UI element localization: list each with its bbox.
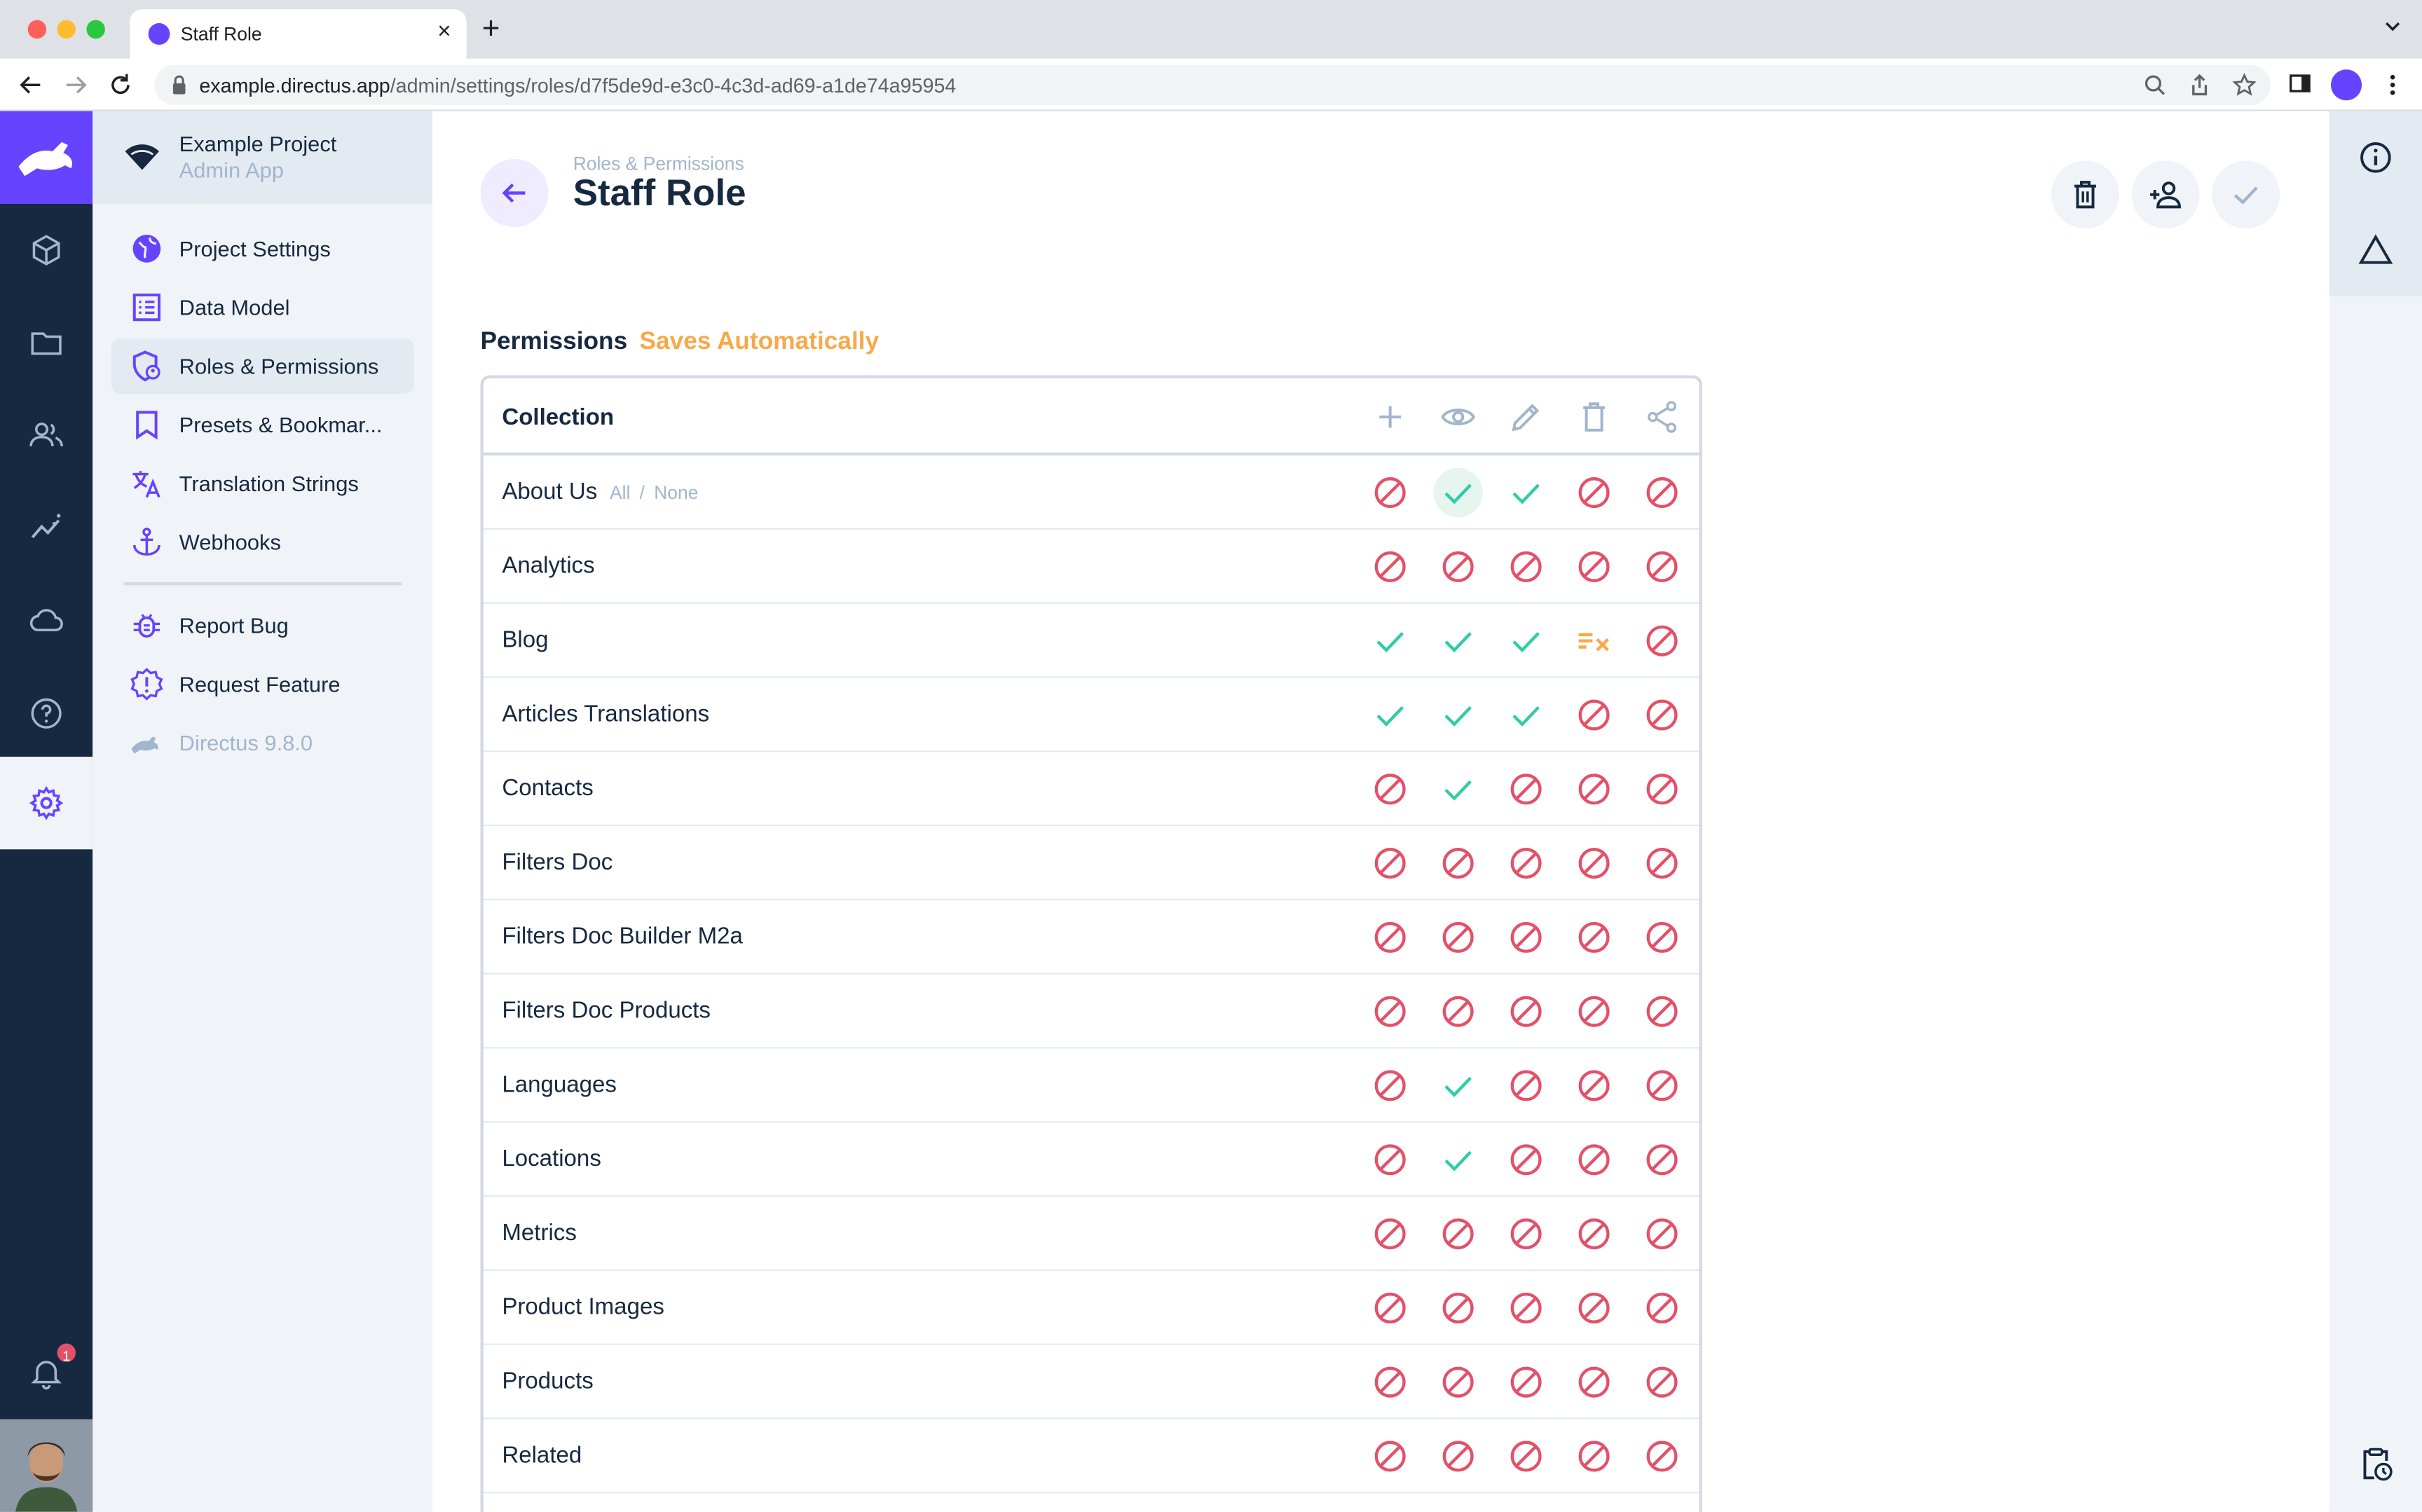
bookmark-star-icon[interactable] (2232, 73, 2257, 97)
block-icon (1575, 548, 1613, 585)
permission-toggle-delete[interactable] (1575, 1438, 1613, 1475)
permission-toggle-read[interactable] (1439, 771, 1477, 808)
collection-name (502, 1072, 617, 1098)
block-icon (1371, 1067, 1409, 1104)
wifi-project-icon (123, 142, 160, 173)
permission-toggle-delete[interactable] (1575, 548, 1613, 585)
user-avatar[interactable] (0, 1420, 93, 1512)
cloud-icon[interactable] (28, 603, 65, 640)
collection-name-text: Related (502, 1442, 582, 1469)
permissions-label: Permissions (480, 329, 628, 355)
block-icon (1507, 1141, 1545, 1178)
table-row (484, 455, 1699, 530)
nav-item-roles-permissions[interactable] (111, 338, 414, 394)
anchor-icon (130, 525, 163, 558)
share-icon (1643, 399, 1681, 436)
block-icon (1643, 1141, 1681, 1178)
block-icon (1439, 548, 1477, 585)
content-cube-icon[interactable] (28, 232, 65, 269)
check-icon (1507, 622, 1545, 659)
directus-favicon-icon (149, 23, 170, 45)
collection-name-text: Articles Translations (502, 701, 710, 728)
permission-toggle-update[interactable] (1507, 1363, 1545, 1401)
block-icon (1575, 771, 1613, 808)
tab-search-chevron-icon[interactable] (2382, 15, 2404, 37)
block-icon (1643, 1438, 1681, 1475)
table-row (484, 678, 1699, 752)
block-icon (1575, 845, 1613, 882)
permission-toggle-share[interactable] (1643, 1216, 1681, 1253)
lock-icon (170, 74, 188, 96)
zoom-icon[interactable] (2142, 73, 2167, 97)
help-icon[interactable] (28, 695, 65, 732)
check-icon (2229, 177, 2262, 211)
block-icon (1371, 845, 1409, 882)
block-icon (1643, 1216, 1681, 1253)
list-alt-icon (130, 290, 163, 324)
collection-name-text: Metrics (502, 1220, 577, 1246)
collection-name-text: Analytics (502, 553, 595, 579)
check-icon (1439, 1141, 1477, 1178)
check-icon (1439, 696, 1477, 734)
block-icon (1507, 993, 1545, 1030)
delete-role-button[interactable] (2051, 160, 2119, 228)
block-icon (1371, 1438, 1409, 1475)
check-icon (1507, 696, 1545, 734)
translate-icon (130, 467, 163, 500)
table-row (484, 1049, 1699, 1123)
person-add-icon (2149, 177, 2182, 211)
block-icon (1643, 919, 1681, 956)
browser-toolbar (0, 59, 2422, 111)
block-icon (1371, 474, 1409, 511)
block-icon (1575, 1216, 1613, 1253)
block-icon (1439, 1289, 1477, 1326)
window-close-button[interactable] (28, 20, 46, 39)
block-icon (1439, 1216, 1477, 1253)
clipboard-clock-icon[interactable] (2357, 1445, 2394, 1483)
permission-toggle-read[interactable] (1439, 1363, 1477, 1401)
permission-toggle-update[interactable] (1507, 919, 1545, 956)
block-icon (1371, 1289, 1409, 1326)
block-icon (1575, 1141, 1613, 1178)
breadcrumb[interactable]: Roles & Permissions (573, 153, 744, 175)
users-icon[interactable] (28, 417, 65, 454)
permission-toggle-update[interactable] (1507, 771, 1545, 808)
profile-avatar-icon[interactable] (2331, 69, 2362, 100)
collection-name (502, 998, 711, 1024)
permission-toggle-delete[interactable] (1575, 993, 1613, 1030)
collection-name-text: Filters Doc Products (502, 997, 711, 1024)
side-panel-icon[interactable] (2287, 71, 2312, 95)
nav-item-report-bug[interactable] (111, 598, 414, 653)
collection-name (502, 1220, 577, 1246)
permission-toggle-share[interactable] (1643, 1067, 1681, 1104)
block-icon (1643, 696, 1681, 734)
permission-toggle-delete[interactable] (1575, 1216, 1613, 1253)
block-icon (1507, 1216, 1545, 1253)
nav-item-presets-bookmarks[interactable] (111, 397, 414, 452)
table-row (484, 1122, 1699, 1197)
nav-item-request-feature[interactable] (111, 657, 414, 712)
block-icon (1371, 919, 1409, 956)
collection-name (502, 479, 698, 504)
collection-name (502, 1443, 582, 1469)
check-icon (1439, 622, 1477, 659)
collection-name (502, 849, 613, 875)
block-icon (1371, 993, 1409, 1030)
block-icon (1507, 1438, 1545, 1475)
new-tab-button[interactable]: + (481, 12, 500, 47)
permission-toggle-delete[interactable] (1575, 845, 1613, 882)
permission-toggle-create[interactable] (1371, 696, 1409, 734)
permission-toggle-delete[interactable] (1575, 622, 1613, 659)
permission-toggle-update[interactable] (1507, 622, 1545, 659)
settings-gear-icon (28, 785, 65, 822)
folder-icon[interactable] (28, 324, 65, 362)
permission-toggle-share[interactable] (1643, 474, 1681, 511)
permission-toggle-update[interactable] (1507, 993, 1545, 1030)
directus-app (0, 111, 2422, 1512)
permission-toggle-read[interactable] (1439, 845, 1477, 882)
permission-toggle-share[interactable] (1643, 1363, 1681, 1401)
add-icon (1371, 399, 1409, 436)
url-path: /admin/settings/roles/d7f5de9d-e3c0-4c3d-ad69-a1de74a95954 (390, 74, 957, 97)
permission-toggle-create[interactable] (1371, 622, 1409, 659)
user-portrait-icon (0, 1420, 93, 1512)
permission-toggle-delete[interactable] (1575, 1067, 1613, 1104)
page-title: Staff Role (573, 172, 746, 215)
bug-icon (130, 608, 163, 642)
block-icon (1507, 1289, 1545, 1326)
collection-name-text: Filters Doc (502, 849, 613, 876)
collection-name-text: Products (502, 1368, 594, 1395)
block-icon (1575, 993, 1613, 1030)
permission-toggle-read[interactable] (1439, 474, 1477, 511)
version-label: Directus 9.8.0 (179, 730, 313, 755)
all-none-toggle (610, 482, 698, 504)
rule-custom-icon (1575, 622, 1613, 659)
collection-name-text: Blog (502, 626, 549, 654)
more-vert-icon[interactable] (2380, 71, 2404, 99)
block-icon (1371, 1216, 1409, 1253)
permission-toggle-read[interactable] (1439, 993, 1477, 1030)
invite-user-button[interactable] (2132, 160, 2200, 228)
permission-toggle-share[interactable] (1643, 771, 1681, 808)
check-icon (1507, 474, 1545, 511)
permissions-table (480, 376, 1702, 1512)
permission-toggle-update[interactable] (1507, 1289, 1545, 1326)
permission-toggle-read[interactable] (1439, 1289, 1477, 1326)
project-header[interactable] (93, 111, 432, 204)
nav-item-label: Project Settings (179, 236, 331, 261)
permission-toggle-create[interactable] (1371, 771, 1409, 808)
block-icon (1643, 1067, 1681, 1104)
nav-item-label: Report Bug (179, 613, 289, 638)
browser-tab-strip (0, 0, 2422, 59)
permission-toggle-create[interactable] (1371, 474, 1409, 511)
version-info (111, 715, 414, 770)
permission-toggle-share[interactable] (1643, 696, 1681, 734)
permission-toggle-share[interactable] (1643, 622, 1681, 659)
block-icon (1575, 1067, 1613, 1104)
info-icon[interactable] (2357, 139, 2394, 176)
block-icon (1575, 1363, 1613, 1401)
block-icon (1575, 1289, 1613, 1326)
nav-item-label: Webhooks (179, 530, 281, 555)
permission-toggle-update[interactable] (1507, 1141, 1545, 1178)
permission-toggle-update[interactable] (1507, 1067, 1545, 1104)
save-button[interactable] (2212, 160, 2280, 228)
permission-toggle-delete[interactable] (1575, 771, 1613, 808)
table-row (484, 1345, 1699, 1420)
notifications-badge: 1 (54, 1340, 78, 1365)
new-releases-icon (130, 667, 163, 701)
collection-name (502, 1368, 593, 1394)
table-row (484, 975, 1699, 1049)
block-icon (1643, 845, 1681, 882)
block-icon (1507, 771, 1545, 808)
module-bar (0, 111, 93, 1512)
share-icon[interactable] (2187, 73, 2212, 97)
main-content (432, 111, 2329, 1512)
collection-name-text: Product Images (502, 1294, 664, 1321)
collection-name (502, 775, 593, 801)
back-button[interactable] (480, 159, 548, 227)
permission-toggle-update[interactable] (1507, 548, 1545, 585)
permission-toggle-read[interactable] (1439, 696, 1477, 734)
permission-toggle-delete[interactable] (1575, 919, 1613, 956)
right-sidebar (2329, 111, 2422, 1512)
permission-toggle-update[interactable] (1507, 1438, 1545, 1475)
tab-title: Staff Role (180, 23, 262, 45)
collection-name (502, 1146, 601, 1171)
collection-name-text: Contacts (502, 775, 594, 802)
project-name: Example Project (179, 131, 337, 156)
permission-toggle-share[interactable] (1643, 993, 1681, 1030)
block-icon (1643, 1363, 1681, 1401)
warning-triangle-icon[interactable] (2357, 232, 2394, 269)
permission-toggle-update[interactable] (1507, 845, 1545, 882)
check-icon (1439, 771, 1477, 808)
permission-toggle-read[interactable] (1439, 1216, 1477, 1253)
permission-toggle-share[interactable] (1643, 548, 1681, 585)
public-icon (130, 232, 163, 266)
table-row (484, 752, 1699, 826)
block-icon (1371, 548, 1409, 585)
url-text (199, 74, 956, 97)
block-icon (1507, 919, 1545, 956)
all-none-separator: / (639, 481, 645, 504)
delete-icon (2068, 177, 2102, 211)
block-icon (1643, 622, 1681, 659)
block-icon (1643, 474, 1681, 511)
permission-toggle-read[interactable] (1439, 919, 1477, 956)
nav-item-label: Data Model (179, 294, 290, 320)
browser-tab[interactable] (130, 9, 466, 59)
table-row (484, 604, 1699, 678)
block-icon (1439, 1363, 1477, 1401)
permission-toggle-create[interactable] (1371, 1438, 1409, 1475)
block-icon (1371, 1363, 1409, 1401)
permission-toggle-create[interactable] (1371, 548, 1409, 585)
nav-item-label: Roles & Permissions (179, 353, 379, 379)
project-subtitle: Admin App (179, 157, 284, 183)
edit-icon (1507, 399, 1545, 436)
permission-toggle-create[interactable] (1371, 993, 1409, 1030)
url-domain: example.directus.app (199, 74, 390, 97)
permission-toggle-create[interactable] (1371, 1067, 1409, 1104)
collection-name-text: Languages (502, 1071, 617, 1099)
nav-item-translation-strings[interactable] (111, 455, 414, 511)
permission-toggle-share[interactable] (1643, 919, 1681, 956)
table-row (484, 1420, 1699, 1494)
permission-toggle-read[interactable] (1439, 622, 1477, 659)
forward-arrow-icon[interactable] (62, 71, 90, 99)
permission-toggle-share[interactable] (1643, 1289, 1681, 1326)
permission-toggle-create[interactable] (1371, 845, 1409, 882)
admin-panel-icon (130, 349, 163, 383)
nav-item-label: Presets & Bookmar... (179, 412, 383, 437)
collection-name (502, 923, 743, 949)
nav-item-webhooks[interactable] (111, 514, 414, 570)
permission-toggle-share[interactable] (1643, 1141, 1681, 1178)
permission-toggle-share[interactable] (1643, 845, 1681, 882)
permission-toggle-delete[interactable] (1575, 1363, 1613, 1401)
check-icon (1439, 474, 1477, 511)
permission-toggle-update[interactable] (1507, 696, 1545, 734)
directus-rabbit-icon (130, 726, 163, 760)
permission-toggle-read[interactable] (1439, 1438, 1477, 1475)
permissions-table-header (484, 378, 1699, 455)
block-icon (1439, 993, 1477, 1030)
block-icon (1507, 548, 1545, 585)
settings-navigation (93, 111, 432, 1512)
block-icon (1371, 1141, 1409, 1178)
block-icon (1371, 771, 1409, 808)
table-row (484, 1271, 1699, 1345)
block-icon (1439, 1438, 1477, 1475)
permission-toggle-share[interactable] (1643, 1438, 1681, 1475)
permission-toggle-read[interactable] (1439, 548, 1477, 585)
check-icon (1371, 696, 1409, 734)
table-row (484, 1197, 1699, 1271)
block-icon (1507, 845, 1545, 882)
block-icon (1643, 771, 1681, 808)
tab-close-icon[interactable]: × (437, 18, 451, 45)
permission-toggle-create[interactable] (1371, 919, 1409, 956)
block-icon (1575, 1438, 1613, 1475)
table-row (484, 900, 1699, 975)
collection-name-text: About Us (502, 479, 598, 505)
permission-toggle-create[interactable] (1371, 1216, 1409, 1253)
block-icon (1575, 919, 1613, 956)
nav-item-label: Request Feature (179, 671, 341, 697)
bookmark-icon (130, 408, 163, 441)
block-icon (1643, 1289, 1681, 1326)
directus-logo[interactable] (0, 111, 93, 204)
select-none-link[interactable]: None (654, 481, 699, 504)
block-icon (1575, 474, 1613, 511)
nav-divider (123, 582, 402, 585)
check-icon (1439, 1067, 1477, 1104)
permission-toggle-read[interactable] (1439, 1141, 1477, 1178)
permission-toggle-delete[interactable] (1575, 696, 1613, 734)
collection-name (502, 701, 709, 727)
saves-automatically-label: Saves Automatically (639, 329, 880, 355)
permission-toggle-delete[interactable] (1575, 474, 1613, 511)
collection-name (502, 627, 548, 653)
permission-toggle-delete[interactable] (1575, 1141, 1613, 1178)
permission-toggle-create[interactable] (1371, 1141, 1409, 1178)
block-icon (1643, 993, 1681, 1030)
permission-toggle-update[interactable] (1507, 1216, 1545, 1253)
collection-name (502, 553, 594, 579)
collection-name-text: Locations (502, 1146, 601, 1172)
select-all-link[interactable]: All (609, 481, 631, 504)
table-row (484, 826, 1699, 900)
permission-toggle-update[interactable] (1507, 474, 1545, 511)
arrow-back-icon (499, 177, 530, 208)
table-row (484, 530, 1699, 604)
window-minimize-button[interactable] (57, 20, 76, 39)
check-icon (1371, 622, 1409, 659)
permission-toggle-delete[interactable] (1575, 1289, 1613, 1326)
permission-toggle-create[interactable] (1371, 1289, 1409, 1326)
nav-item-project-settings[interactable] (111, 221, 414, 276)
back-arrow-icon[interactable] (17, 71, 45, 99)
settings-module-button[interactable] (0, 757, 93, 849)
rabbit-logo-icon (0, 111, 93, 204)
visibility-icon (1439, 399, 1477, 436)
delete-icon (1575, 399, 1613, 436)
block-icon (1507, 1363, 1545, 1401)
collection-name (502, 1294, 664, 1320)
nav-item-data-model[interactable] (111, 280, 414, 335)
permission-toggle-read[interactable] (1439, 1067, 1477, 1104)
nav-item-label: Translation Strings (179, 471, 359, 496)
permission-toggle-create[interactable] (1371, 1363, 1409, 1401)
address-bar[interactable] (154, 65, 2271, 105)
block-icon (1439, 919, 1477, 956)
insights-icon[interactable] (28, 509, 65, 547)
block-icon (1575, 696, 1613, 734)
block-icon (1439, 845, 1477, 882)
collection-column-header: Collection (502, 404, 615, 431)
block-icon (1507, 1067, 1545, 1104)
collection-name-text: Filters Doc Builder M2a (502, 923, 743, 950)
reload-icon[interactable] (107, 71, 135, 99)
window-maximize-button[interactable] (86, 20, 104, 39)
block-icon (1643, 548, 1681, 585)
